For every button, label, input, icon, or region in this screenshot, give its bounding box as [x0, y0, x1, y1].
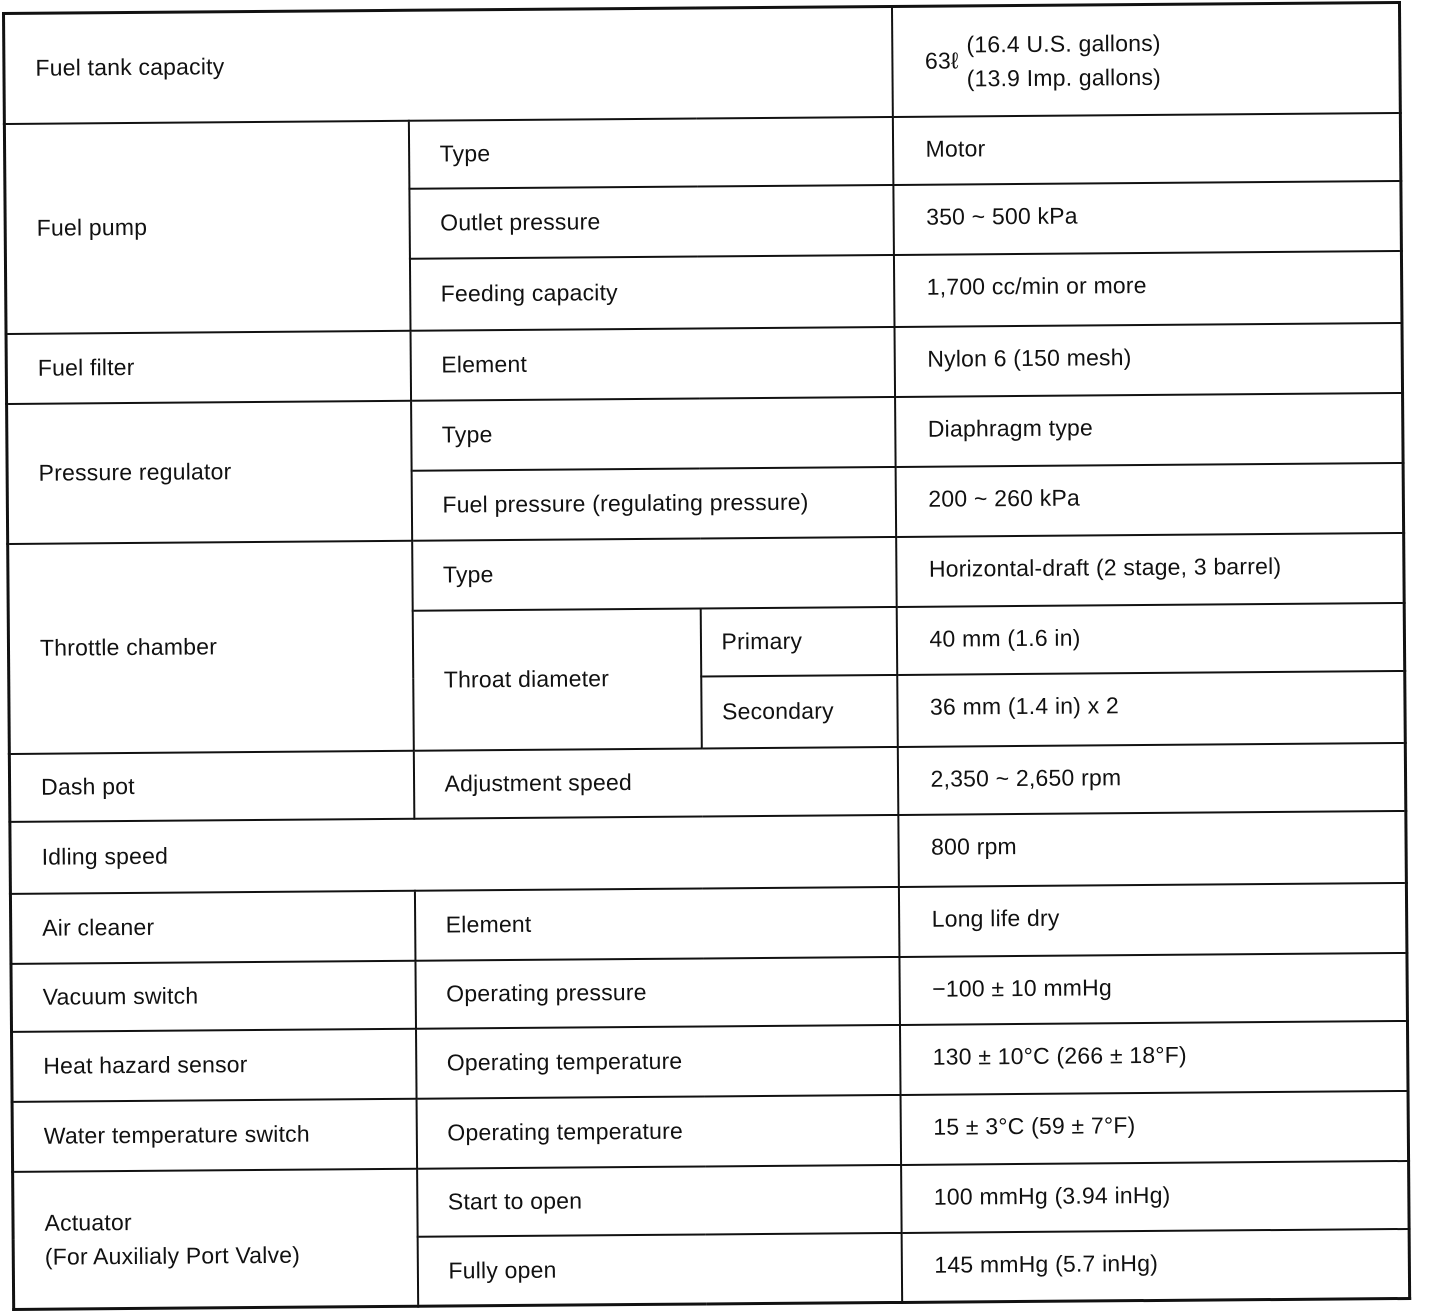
pressure-regulator-type-value: Diaphragm type — [895, 392, 1404, 466]
throat-diameter-label: Throat diameter — [412, 608, 701, 750]
idling-speed-value: 800 rpm — [898, 810, 1407, 886]
actuator-title: Actuator — [44, 1209, 132, 1236]
table-row — [4, 3, 1401, 124]
table-row — [11, 952, 1407, 1031]
table-row — [13, 1160, 1409, 1239]
table-row — [9, 742, 1405, 821]
throttle-type-value: Horizontal-draft (2 stage, 3 barrel) — [896, 532, 1405, 606]
throttle-type-label: Type — [412, 536, 897, 610]
fuel-pump-label: Fuel pump — [4, 120, 410, 333]
fuel-pump-type-value: Motor — [892, 113, 1401, 185]
adjustment-speed-label: Adjustment speed — [413, 746, 898, 818]
fuel-pump-feeding-value: 1,700 cc/min or more — [893, 251, 1402, 327]
pressure-regulator-type-label: Type — [411, 396, 896, 470]
table-row — [12, 1090, 1409, 1171]
table-row — [10, 882, 1407, 963]
primary-value: 40 mm (1.6 in) — [896, 602, 1405, 674]
idling-speed-label: Idling speed — [10, 814, 899, 893]
primary-label: Primary — [700, 606, 897, 676]
heat-sensor-label: Heat hazard sensor — [12, 1028, 417, 1101]
fuel-pump-type-label: Type — [408, 116, 893, 188]
vacuum-switch-label: Vacuum switch — [11, 960, 416, 1031]
spec-sheet — [0, 1, 1424, 1304]
dash-pot-label: Dash pot — [9, 750, 414, 821]
fuel-pump-outlet-value: 350 ~ 500 kPa — [893, 181, 1402, 255]
actuator-subtitle: (For Auxilialy Port Valve) — [44, 1241, 301, 1270]
fuel-pump-feeding-label: Feeding capacity — [409, 254, 894, 330]
fuel-tank-imp-gallons: (13.9 Imp. gallons) — [966, 63, 1162, 92]
table-row — [8, 532, 1405, 613]
actuator-label — [13, 1168, 418, 1309]
water-switch-temp-value: 15 ± 3°C (59 ± 7°F) — [900, 1090, 1409, 1164]
heat-sensor-temp-value: 130 ± 10°C (266 ± 18°F) — [899, 1020, 1408, 1094]
water-switch-temp-label: Operating temperature — [416, 1094, 901, 1168]
start-to-open-label: Start to open — [417, 1164, 902, 1236]
start-to-open-value: 100 mmHg (3.94 inHg) — [901, 1160, 1410, 1232]
fuel-pressure-value: 200 ~ 260 kPa — [895, 462, 1404, 536]
table-row — [4, 113, 1400, 192]
heat-sensor-temp-label: Operating temperature — [415, 1024, 900, 1098]
vacuum-pressure-value: −100 ± 10 mmHg — [899, 952, 1408, 1024]
water-switch-label: Water temperature switch — [12, 1098, 417, 1171]
fuel-tank-value — [891, 3, 1400, 117]
secondary-label: Secondary — [701, 674, 898, 748]
vacuum-pressure-label: Operating pressure — [415, 956, 900, 1028]
fuel-filter-label: Fuel filter — [6, 330, 411, 403]
table-row — [12, 1020, 1409, 1101]
fuel-tank-liters: 63ℓ — [924, 47, 959, 74]
air-cleaner-label: Air cleaner — [10, 890, 415, 963]
table-row — [10, 810, 1407, 893]
table-row — [6, 322, 1403, 403]
fuel-tank-us-gallons: (16.4 U.S. gallons) — [966, 29, 1161, 58]
air-cleaner-element-value: Long life dry — [898, 882, 1407, 956]
throttle-chamber-label: Throttle chamber — [8, 540, 414, 753]
air-cleaner-element-label: Element — [414, 886, 899, 960]
fuel-filter-element-label: Element — [410, 326, 895, 400]
fuel-pump-outlet-label: Outlet pressure — [409, 184, 894, 258]
fuel-system-spec-table — [2, 1, 1411, 1311]
fuel-tank-label: Fuel tank capacity — [4, 6, 893, 123]
adjustment-speed-value: 2,350 ~ 2,650 rpm — [897, 742, 1406, 814]
secondary-value: 36 mm (1.4 in) x 2 — [897, 670, 1406, 746]
fuel-filter-element-value: Nylon 6 (150 mesh) — [894, 322, 1403, 396]
pressure-regulator-label: Pressure regulator — [7, 400, 412, 543]
fully-open-label: Fully open — [417, 1232, 902, 1306]
fully-open-value: 145 mmHg (5.7 inHg) — [901, 1228, 1410, 1302]
fuel-pressure-label: Fuel pressure (regulating pressure) — [411, 466, 896, 540]
table-row — [7, 392, 1404, 473]
